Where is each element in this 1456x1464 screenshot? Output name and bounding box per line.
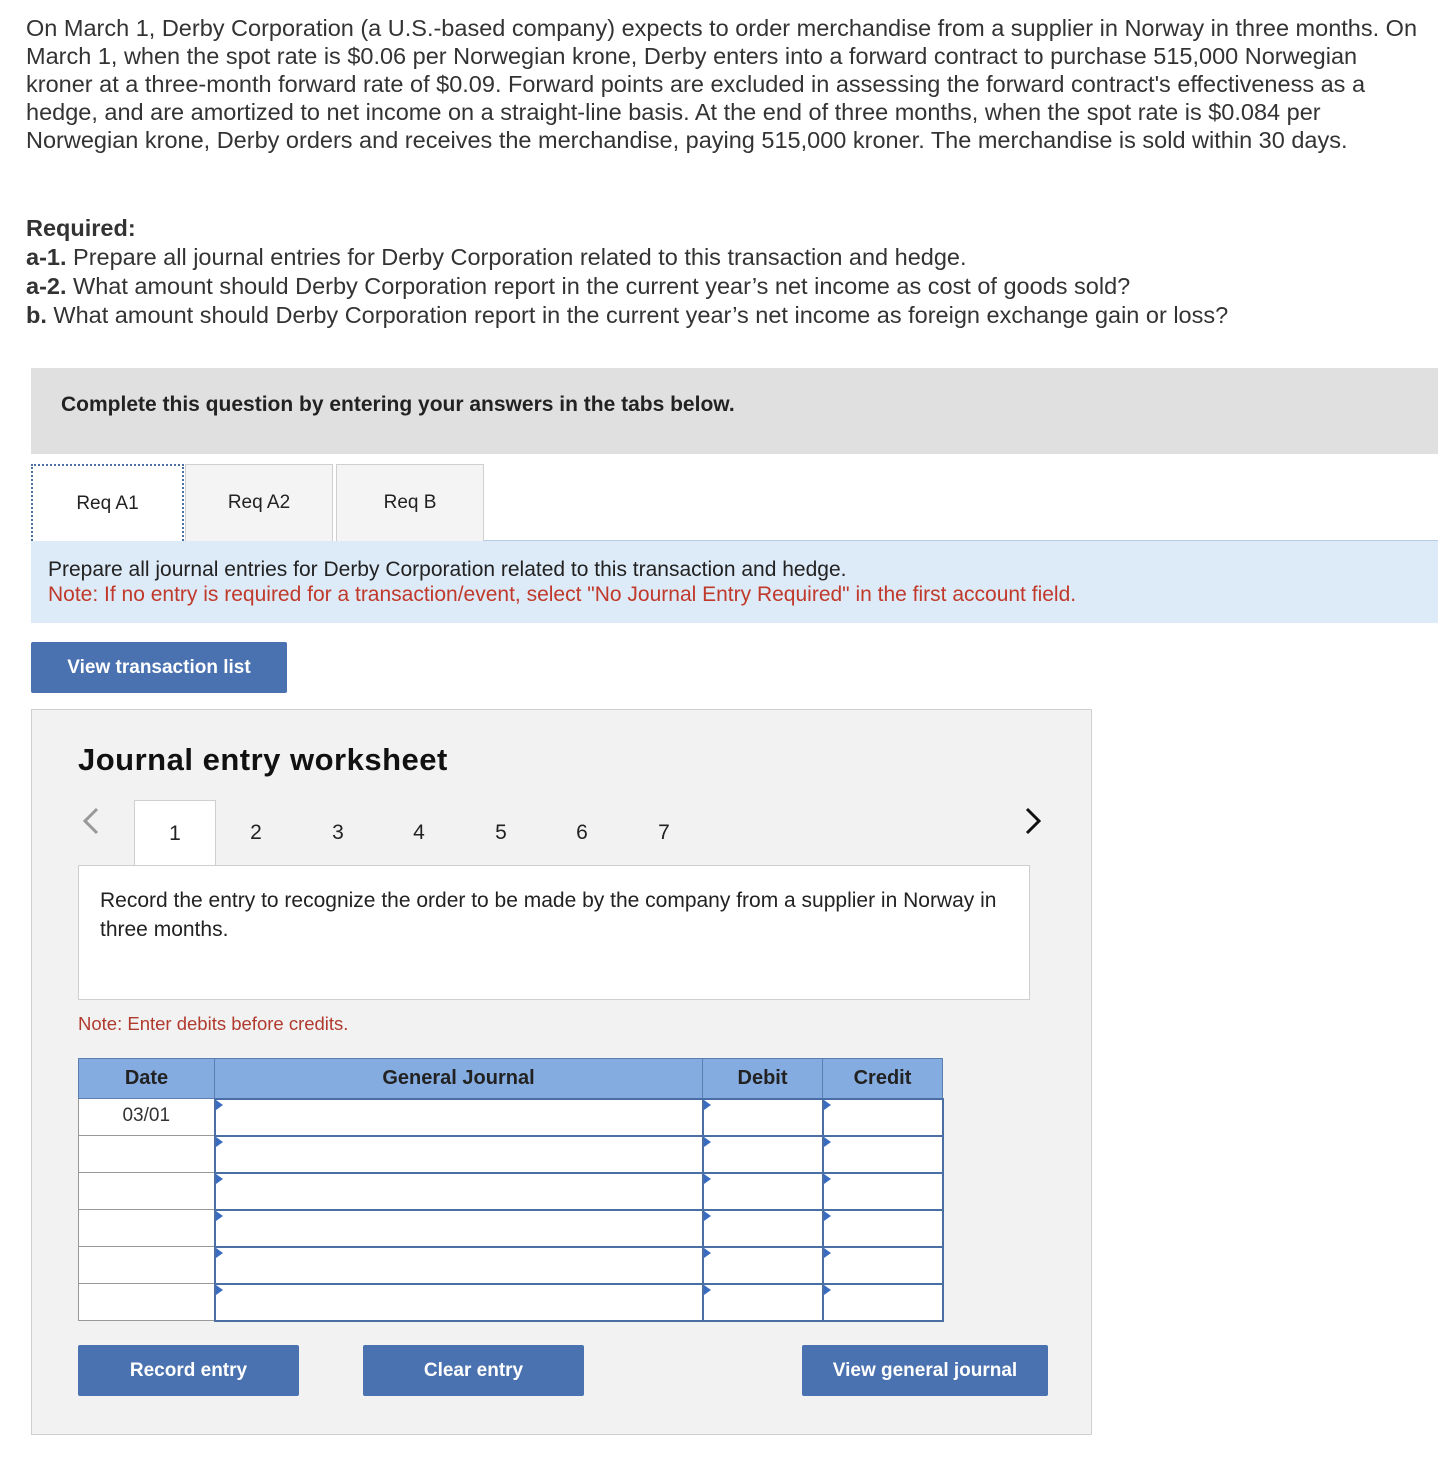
required-item-a2: a-2. What amount should Derby Corporation report in the current year’s net income as cost of goods sold? (26, 273, 1131, 299)
pager-item-2[interactable]: 2 (250, 821, 262, 844)
debit-field[interactable] (704, 1248, 822, 1283)
pager-item-6[interactable]: 6 (576, 821, 588, 844)
credit-field-cell (823, 1247, 943, 1284)
debit-field-cell (703, 1099, 823, 1136)
required-item-a1: a-1. Prepare all journal entries for Derby Corporation related to this transaction and hedge. (26, 244, 967, 270)
credit-field[interactable] (824, 1100, 942, 1135)
tab-req-b[interactable]: Req B (336, 464, 484, 541)
column-header-date: Date (79, 1059, 215, 1099)
date-cell (79, 1247, 215, 1284)
account-field-cell (215, 1247, 703, 1284)
account-field[interactable] (216, 1248, 702, 1283)
table-row (79, 1247, 943, 1284)
pager-item-5[interactable]: 5 (495, 821, 507, 844)
debit-field-cell (703, 1210, 823, 1247)
account-field[interactable] (216, 1174, 702, 1209)
pager-item-4[interactable]: 4 (413, 821, 425, 844)
account-field-cell (215, 1136, 703, 1173)
account-field-cell (215, 1210, 703, 1247)
pager-item-1[interactable]: 1 (134, 800, 216, 866)
credit-field-cell (823, 1173, 943, 1210)
column-header-debit: Debit (703, 1059, 823, 1099)
date-cell (79, 1210, 215, 1247)
chevron-right-icon[interactable] (1022, 806, 1044, 844)
credit-field-cell (823, 1099, 943, 1136)
account-field[interactable] (216, 1211, 702, 1246)
journal-table (78, 1058, 944, 1322)
tab-req-a2[interactable]: Req A2 (185, 464, 333, 541)
debit-field-cell (703, 1136, 823, 1173)
column-header-general-journal: General Journal (215, 1059, 703, 1099)
entry-description: Record the entry to recognize the order to be made by the company from a supplier in Norway in three months. (78, 865, 1030, 1000)
debit-field[interactable] (704, 1137, 822, 1172)
pager-item-7[interactable]: 7 (658, 821, 670, 844)
required-section (26, 214, 1426, 330)
credit-field[interactable] (824, 1248, 942, 1283)
record-entry-button[interactable]: Record entry (78, 1345, 299, 1396)
clear-entry-button[interactable]: Clear entry (363, 1345, 584, 1396)
table-row (79, 1136, 943, 1173)
question-text: On March 1, Derby Corporation (a U.S.-based company) expects to order merchandise from a supplier in Norway in three months. On March 1, when the spot rate is $0.06 per Norwegian krone, Derby enters into a forward contract to purchase 515,000 Norwegian kroner at a three-month forward rate of $0.09. Forward points are excluded in assessing the forward contract's effectiveness as a hedge, and are amortized to net income on a straight-line basis. At the end of three months, when the spot rate is $0.084 per Norwegian krone, Derby orders and receives the merchandise, paying 515,000 kroner. The merchandise is sold within 30 days. (26, 15, 1418, 153)
account-field[interactable] (216, 1285, 702, 1320)
credit-field[interactable] (824, 1211, 942, 1246)
credit-field-cell (823, 1284, 943, 1321)
debit-field[interactable] (704, 1100, 822, 1135)
instruction-note: Note: If no entry is required for a transaction/event, select "No Journal Entry Required" in the first account field. (48, 583, 1077, 606)
column-header-credit: Credit (823, 1059, 943, 1099)
credit-field[interactable] (824, 1174, 942, 1209)
account-field-cell (215, 1173, 703, 1210)
banner-text: Complete this question by entering your answers in the tabs below. (61, 393, 735, 416)
table-row (79, 1099, 943, 1136)
journal-entry-worksheet (31, 709, 1092, 1435)
table-row (79, 1210, 943, 1247)
chevron-left-icon[interactable] (80, 806, 102, 844)
required-item-b: b. What amount should Derby Corporation report in the current year’s net income as foreign exchange gain or loss? (26, 302, 1229, 328)
worksheet-title: Journal entry worksheet (78, 742, 448, 777)
required-title: Required: (26, 215, 136, 241)
table-row (79, 1173, 943, 1210)
debit-field[interactable] (704, 1211, 822, 1246)
view-general-journal-button[interactable]: View general journal (802, 1345, 1048, 1396)
date-cell: 03/01 (79, 1099, 215, 1136)
credit-field-cell (823, 1136, 943, 1173)
debit-field-cell (703, 1173, 823, 1210)
debit-field-cell (703, 1247, 823, 1284)
credit-field-cell (823, 1210, 943, 1247)
account-field[interactable] (216, 1137, 702, 1172)
date-cell (79, 1173, 215, 1210)
debit-field[interactable] (704, 1174, 822, 1209)
credit-field[interactable] (824, 1285, 942, 1320)
debit-field-cell (703, 1284, 823, 1321)
credit-field[interactable] (824, 1137, 942, 1172)
debit-field[interactable] (704, 1285, 822, 1320)
date-cell (79, 1136, 215, 1173)
instructions-banner (31, 368, 1438, 454)
account-field[interactable] (216, 1100, 702, 1135)
account-field-cell (215, 1099, 703, 1136)
pager-item-3[interactable]: 3 (332, 821, 344, 844)
debits-note: Note: Enter debits before credits. (78, 1013, 349, 1034)
journal-header-row (79, 1059, 943, 1099)
tab-req-a1[interactable]: Req A1 (31, 464, 184, 541)
tab-instructions (31, 541, 1438, 623)
date-cell (79, 1284, 215, 1321)
view-transaction-list-button[interactable]: View transaction list (31, 642, 287, 693)
table-row (79, 1284, 943, 1321)
instruction-main: Prepare all journal entries for Derby Corporation related to this transaction and hedge. (48, 558, 847, 581)
account-field-cell (215, 1284, 703, 1321)
